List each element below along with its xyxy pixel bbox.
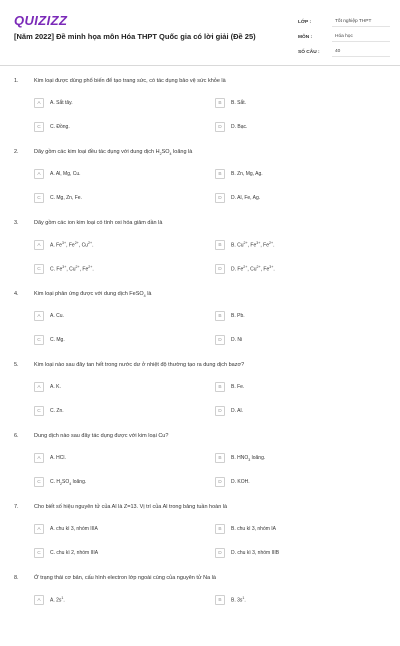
option-letter-box: D <box>215 477 225 487</box>
question-number: 6. <box>14 433 19 439</box>
option-letter-box: B <box>215 595 225 605</box>
question-item <box>0 149 400 220</box>
question-item <box>0 504 400 575</box>
option-letter-box: C <box>34 193 44 203</box>
option-text: C. $H_2SO_4$ loãng. <box>50 478 87 486</box>
question-number: 1. <box>14 78 19 84</box>
meta-label: SỐ CÂU : <box>298 50 320 55</box>
option-letter-box: B <box>215 311 225 321</box>
answer-option-b[interactable] <box>215 381 365 393</box>
question-text: Dãy gồm các kim loại đều tác dụng với dung dịch $H_2SO_4$ loãng là <box>34 149 193 157</box>
option-letter-box: D <box>215 193 225 203</box>
question-text: Kim loại nào sau đây tan hết trong nước dư ở nhiệt độ thường tạo ra dung dịch bazơ? <box>34 362 245 368</box>
option-text: A. $2s^1$. <box>50 596 65 604</box>
option-letter-box: A <box>34 98 44 108</box>
answer-option-c[interactable] <box>34 263 184 275</box>
answer-option-c[interactable] <box>34 334 184 346</box>
option-letter-box: A <box>34 453 44 463</box>
option-text: B. $3s^1$. <box>231 596 246 604</box>
meta-row-subject <box>298 27 390 42</box>
answer-option-c[interactable] <box>34 547 184 559</box>
page-title: [Năm 2022] Đề minh họa môn Hóa THPT Quốc gia có lời giải (Đề 25) <box>14 32 256 41</box>
option-letter-box: B <box>215 98 225 108</box>
option-letter-box: D <box>215 548 225 558</box>
option-letter-box: A <box>34 169 44 179</box>
answer-option-b[interactable] <box>215 310 365 322</box>
meta-value-count: 40 <box>332 49 390 57</box>
answer-option-c[interactable] <box>34 405 184 417</box>
option-text: A. Sắt tây. <box>50 100 73 106</box>
meta-value-subject: Hóa học <box>332 34 390 42</box>
option-text: D. Ni <box>231 337 243 343</box>
meta-label: MÔN : <box>298 35 313 40</box>
option-text: B. Zn, Mg, Ag. <box>231 171 263 177</box>
option-text: C. Zn. <box>50 408 64 414</box>
answer-option-a[interactable] <box>34 310 184 322</box>
quizizz-logo: QUIZIZZ <box>14 13 68 28</box>
option-letter-box: C <box>34 548 44 558</box>
question-item <box>0 78 400 149</box>
option-letter-box: B <box>215 524 225 534</box>
answer-option-b[interactable] <box>215 594 365 606</box>
option-text: A. Al, Mg, Cu. <box>50 171 81 177</box>
answer-option-c[interactable] <box>34 192 184 204</box>
answer-option-d[interactable] <box>215 334 365 346</box>
answer-option-a[interactable] <box>34 97 184 109</box>
option-letter-box: A <box>34 311 44 321</box>
question-item <box>0 433 400 504</box>
answer-option-d[interactable] <box>215 405 365 417</box>
question-text: Dung dịch nào sau đây tác dụng được với kim loại Cu? <box>34 433 169 439</box>
option-letter-box: A <box>34 595 44 605</box>
answer-option-b[interactable] <box>215 168 365 180</box>
answer-option-a[interactable] <box>34 168 184 180</box>
option-letter-box: B <box>215 453 225 463</box>
option-text: C. Đồng. <box>50 124 70 130</box>
question-text: Ở trạng thái cơ bản, cấu hình electron lớp ngoài cùng của nguyên tử Na là <box>34 575 216 581</box>
option-letter-box: C <box>34 335 44 345</box>
answer-option-d[interactable] <box>215 121 365 133</box>
question-item <box>0 575 400 646</box>
option-text: A. Cu. <box>50 313 64 319</box>
option-letter-box: B <box>215 382 225 392</box>
option-letter-box: C <box>34 477 44 487</box>
option-text: C. Mg. <box>50 337 65 343</box>
question-text: Dãy gồm các ion kim loại có tính oxi hóa giảm dần là <box>34 220 163 226</box>
answer-option-b[interactable] <box>215 452 365 464</box>
option-letter-box: A <box>34 382 44 392</box>
option-letter-box: B <box>215 240 225 250</box>
option-text: A. chu kì 3, nhóm IIIA <box>50 526 98 532</box>
answer-option-a[interactable] <box>34 594 184 606</box>
option-text: D. $Fe^{2+}$, $Cu^{2+}$, $Fe^{3+}$. <box>231 265 275 273</box>
option-text: D. Bạc. <box>231 124 248 130</box>
option-text: B. $HNO_3$ loãng. <box>231 454 266 462</box>
answer-option-a[interactable] <box>34 239 184 251</box>
option-text: D. Al, Fe, Ag. <box>231 195 261 201</box>
answer-option-a[interactable] <box>34 523 184 535</box>
option-text: B. $Cu^{2+}$, $Fe^{3+}$, $Fe^{2+}$. <box>231 241 275 249</box>
option-text: D. KOH. <box>231 479 250 485</box>
meta-row-class <box>298 12 390 27</box>
option-text: D. chu kì 3, nhóm IIIB <box>231 550 280 556</box>
question-number: 2. <box>14 149 19 155</box>
answer-option-c[interactable] <box>34 121 184 133</box>
option-letter-box: B <box>215 169 225 179</box>
question-text: Kim loại được dùng phổ biến để tạo trang sức, có tác dụng bảo vệ sức khỏe là <box>34 78 226 84</box>
option-letter-box: D <box>215 406 225 416</box>
question-number: 7. <box>14 504 19 510</box>
answer-option-a[interactable] <box>34 452 184 464</box>
option-text: A. $Fe^{3+}$, $Fe^{2+}$, $Cu^{2+}$. <box>50 241 94 249</box>
option-text: A. HCl. <box>50 455 66 461</box>
answer-option-d[interactable] <box>215 547 365 559</box>
question-number: 8. <box>14 575 19 581</box>
answer-option-a[interactable] <box>34 381 184 393</box>
option-text: A. K. <box>50 384 61 390</box>
meta-value-class: Tốt nghiệp THPT <box>332 19 390 27</box>
option-text: B. chu kì 3, nhóm IA <box>231 526 277 532</box>
option-letter-box: C <box>34 122 44 132</box>
option-text: B. Fe. <box>231 384 245 390</box>
option-letter-box: D <box>215 264 225 274</box>
meta-label: LỚP : <box>298 20 312 25</box>
answer-option-d[interactable] <box>215 263 365 275</box>
option-text: D. Al. <box>231 408 243 414</box>
option-text: C. chu kì 2, nhóm IIIA <box>50 550 99 556</box>
question-list <box>0 78 400 646</box>
question-number: 3. <box>14 220 19 226</box>
option-text: C. $Fe^{3+}$, $Cu^{2+}$, $Fe^{2+}$. <box>50 265 94 273</box>
answer-option-b[interactable] <box>215 523 365 535</box>
question-text: Cho biết số hiệu nguyên tử của Al là Z=13. Vị trí của Al trong bảng tuần hoàn là <box>34 504 228 510</box>
meta-fields <box>298 12 390 57</box>
option-letter-box: A <box>34 524 44 534</box>
answer-option-d[interactable] <box>215 192 365 204</box>
answer-option-b[interactable] <box>215 97 365 109</box>
option-letter-box: C <box>34 406 44 416</box>
answer-option-c[interactable] <box>34 476 184 488</box>
answer-option-b[interactable] <box>215 239 365 251</box>
question-text: Kim loại phản ứng được với dung dịch FeSO$_4$ là <box>34 291 152 299</box>
option-text: B. Sắt. <box>231 100 247 106</box>
question-item <box>0 362 400 433</box>
question-number: 4. <box>14 291 19 297</box>
answer-option-d[interactable] <box>215 476 365 488</box>
question-item <box>0 220 400 291</box>
option-letter-box: D <box>215 122 225 132</box>
option-text: C. Mg, Zn, Fe. <box>50 195 82 201</box>
question-number: 5. <box>14 362 19 368</box>
option-letter-box: A <box>34 240 44 250</box>
meta-row-count <box>298 42 390 57</box>
option-text: B. Pb. <box>231 313 245 319</box>
worksheet-header <box>0 0 400 66</box>
option-letter-box: C <box>34 264 44 274</box>
option-letter-box: D <box>215 335 225 345</box>
question-item <box>0 291 400 362</box>
